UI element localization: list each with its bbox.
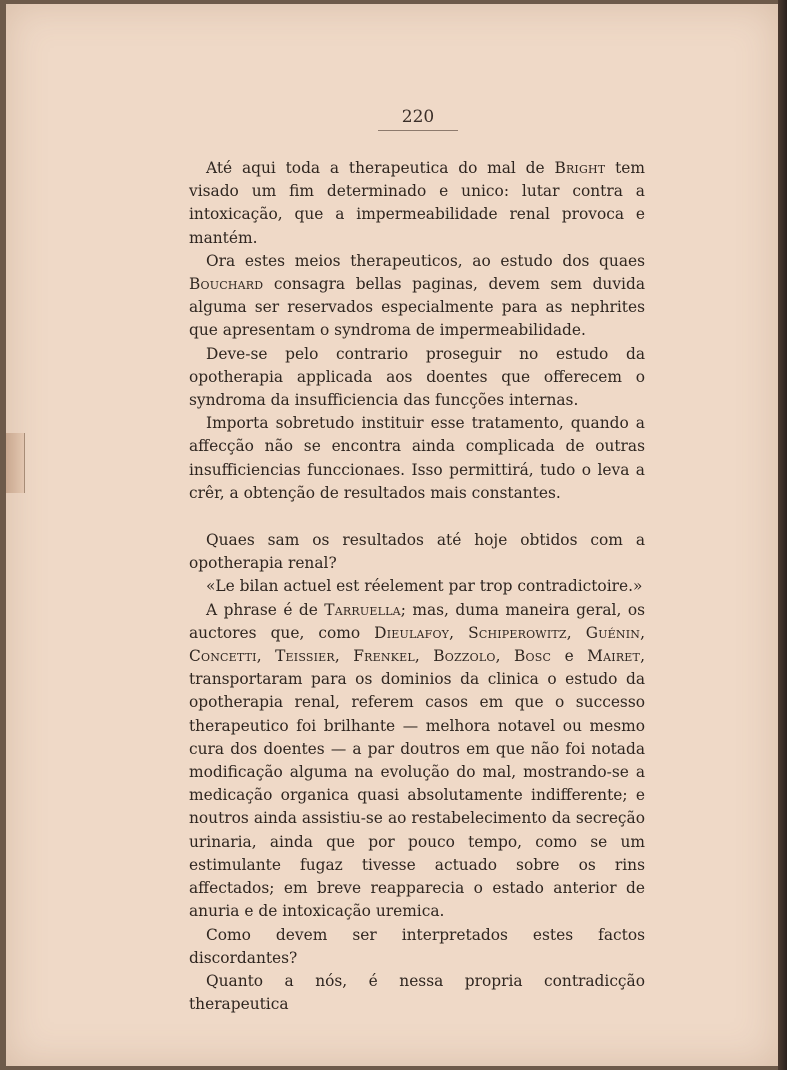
author-name: Dieulafoy	[374, 623, 450, 642]
body-text	[189, 157, 645, 1016]
author-name: Mairet	[587, 647, 641, 666]
text-run: , transportaram para os dominios da clinica o estudo da opotherapia renal, referem casos em que o successo therapeutico foi brilhante — melhora notavel ou mesmo cura dos doentes — a par doutros em que não foi notada modificação alguma na evolução do mal, mostrando-se a medicação organica quasi absolutamente indifferente; e noutros ainda assistiu-se ao restabelecimento da secreção urinaria, ainda que por pouco tempo, como se um estimulante fugaz tivesse actuado sobre os rins affectados; em breve reapparecia o estado anterior de anuria e de intoxicação uremica.	[189, 647, 645, 921]
page-number: 220	[378, 107, 458, 131]
section-gap	[189, 505, 645, 529]
text-run: tem visado um fim determinado e unico: lutar contra a intoxicação, que a impermeabilidade renal provoca e mantém.	[189, 159, 645, 247]
author-name: Schiperowitz	[468, 623, 567, 642]
text-run: ,	[566, 623, 586, 642]
text-run: ,	[495, 647, 514, 666]
author-name: Bosc	[513, 647, 552, 666]
author-name: Frenkel	[353, 647, 415, 666]
text-run: e	[551, 647, 588, 666]
paragraph	[189, 575, 645, 598]
author-name: Bozzolo	[433, 647, 496, 666]
author-name: Guénin	[585, 623, 641, 642]
paragraph	[189, 599, 645, 924]
text-run: Quanto a nós, é nessa propria contradicção therapeutica	[189, 971, 645, 1014]
author-name: Concetti	[189, 647, 257, 666]
paragraph	[189, 529, 645, 575]
author-name: Bouchard	[189, 275, 264, 294]
text-run: A phrase é de	[206, 600, 325, 619]
text-run: consagra bellas paginas, devem sem duvida alguma ser reservados especialmente para as nephrites que apresentam o syndroma de impermeabilidade.	[189, 275, 645, 340]
text-run: ,	[414, 647, 434, 666]
text-run: Até aqui toda a therapeutica do mal de	[206, 159, 555, 177]
book-edge	[778, 0, 787, 1070]
text-run: ; mas, duma maneira geral, os auctores que, como	[189, 600, 645, 642]
text-run: Quaes sam os resultados até hoje obtidos com a opotherapia renal?	[189, 531, 645, 573]
text-run: «Le bilan actuel est réelement par trop contradictoire.»	[206, 577, 643, 596]
text-run: Ora estes meios therapeuticos, ao estudo dos quaes	[206, 251, 645, 270]
author-name: Teissier	[275, 647, 335, 666]
paragraph	[189, 343, 645, 413]
text-run: Importa sobretudo instituir esse tratamento, quando a affecção não se encontra ainda complicada de outras insufficiencias funccionaes. Isso permittirá, tudo o leva a crêr, a obtenção de resultados mais constantes.	[189, 414, 645, 502]
text-run: Deve-se pelo contrario proseguir no estudo da opotherapia applicada aos doentes que offerecem o syndroma da insufficiencia das funcções internas.	[189, 344, 645, 410]
text-run: ,	[256, 647, 276, 666]
text-run: ,	[449, 623, 469, 642]
paragraph	[189, 250, 645, 343]
paragraph	[189, 970, 645, 1016]
text-run: ,	[334, 647, 354, 666]
text-run: Como devem ser interpretados estes factos discordantes?	[189, 925, 645, 967]
author-name: Bright	[554, 159, 606, 177]
page-edge-tab	[6, 433, 25, 493]
paragraph	[189, 412, 645, 505]
text-run: ,	[640, 623, 645, 642]
paragraph	[189, 157, 645, 250]
paragraph	[189, 924, 645, 970]
author-name: Tarruella	[324, 600, 401, 619]
